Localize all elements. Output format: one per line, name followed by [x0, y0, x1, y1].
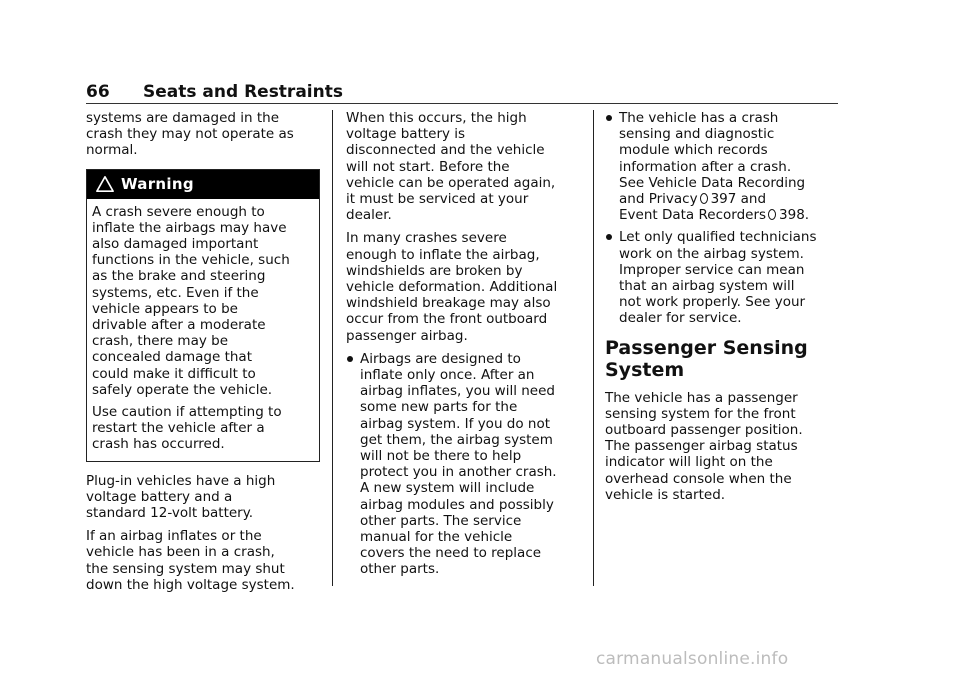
column-3	[605, 110, 841, 510]
header-rule	[86, 103, 838, 104]
column-divider-2	[593, 110, 594, 586]
page-header	[86, 80, 838, 104]
page-reference-icon	[700, 193, 708, 204]
warning-paragraph-1: A crash severe enough to inflate the airbags may have also damaged important functions in the vehicle, such as the brake and steering systems, etc. Even if the vehicle appears to be drivable after a moderate crash, there may be concealed damage that could make it difficult to safely operate the vehicle.	[92, 203, 290, 398]
warning-paragraph-2: Use caution if attempting to restart the vehicle after a crash has occurred.	[92, 404, 282, 453]
bullet-airbags-inflate-once	[346, 351, 580, 578]
watermark: carmanualsonline.info	[596, 649, 789, 669]
bullet-text: Airbags are designed to inflate only once. After an airbag inflates, you will need some new parts for the airbag system. If you do not get them, the airbag system will not be there to help protect you in another crash. A new system will include airbag modules and possibly other parts. The service manual for the vehicle covers the need to replace other parts.	[360, 350, 557, 578]
bullet-icon	[606, 234, 612, 240]
page-number: 66	[86, 82, 110, 102]
bullet-crash-sensing-module	[605, 110, 841, 223]
column-1	[86, 110, 320, 600]
page-reference-link[interactable]: 398.	[779, 207, 810, 224]
warning-title-bar	[87, 170, 319, 199]
column-divider-1	[332, 110, 333, 586]
bullet-icon	[347, 356, 353, 362]
bullet-qualified-technicians	[605, 229, 841, 326]
windshield-paragraph: In many crashes severe enough to inflate the airbag, windshields are broken by vehicle deformation. Additional windshield breakage may also occur from the front outboard passenger airbag.	[346, 230, 558, 344]
bullet-text: Let only qualified technicians work on the airbag system. Improper service can mean that an airbag system will not work properly. See your dealer for service.	[619, 229, 817, 327]
warning-body	[87, 199, 319, 461]
page-reference-icon	[768, 209, 776, 220]
bullet-icon	[606, 115, 612, 121]
battery-paragraph: When this occurs, the high voltage battery is disconnected and the vehicle will not start. Before the vehicle can be operated again, it must be serviced at your dealer.	[346, 110, 556, 224]
intro-paragraph: systems are damaged in the crash they may not operate as normal.	[86, 110, 294, 159]
plug-in-paragraph: Plug-in vehicles have a high voltage battery and a standard 12-volt battery.	[86, 472, 276, 522]
warning-triangle-icon	[96, 175, 114, 193]
warning-title: Warning	[121, 175, 194, 194]
column-2	[346, 110, 580, 584]
passenger-sensing-heading: Passenger Sensing System	[605, 336, 808, 381]
passenger-sensing-paragraph: The vehicle has a passenger sensing system for the front outboard passenger position. The passenger airbag status indicator will light on the overhead console when the vehicle is started.	[605, 389, 803, 503]
airbag-inflates-paragraph: If an airbag inflates or the vehicle has been in a crash, the sensing system may shut down the high voltage system.	[86, 528, 295, 593]
bullet-text: The vehicle has a crash sensing and diagnostic module which records information after a crash. See Vehicle Data Recording and Privacy 397 and Event Data Recorders 398.	[619, 110, 810, 224]
warning-box	[86, 169, 320, 462]
section-title: Seats and Restraints	[143, 82, 343, 102]
page-reference-link[interactable]: 397 and	[710, 191, 767, 208]
